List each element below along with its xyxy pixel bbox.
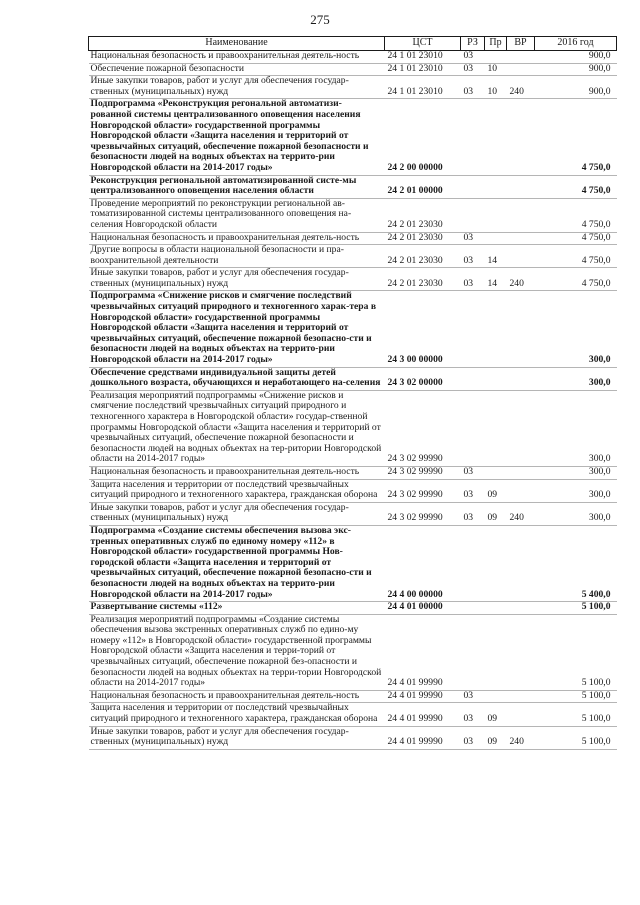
row-pr <box>485 690 507 703</box>
row-name: Обеспечение пожарной безопасности <box>89 63 385 76</box>
header-cst: ЦСТ <box>385 37 461 51</box>
row-name: Реконструкция региональной автоматизированной систе-мы централизованного оповещения населения области <box>89 175 385 198</box>
budget-table <box>88 36 617 750</box>
row-vr <box>507 291 535 367</box>
row-pr: 10 <box>485 63 507 76</box>
row-amount: 900,0 <box>535 51 617 64</box>
row-vr <box>507 690 535 703</box>
row-cst: 24 3 02 99990 <box>385 390 461 466</box>
row-name: Развертывание системы «112» <box>89 602 385 615</box>
row-cst: 24 4 01 99990 <box>385 690 461 703</box>
row-name: Иные закупки товаров, работ и услуг для обеспечения государ-ственных (муниципальных) нужд <box>89 502 385 525</box>
row-name: Иные закупки товаров, работ и услуг для обеспечения государ-ственных (муниципальных) нужд <box>89 76 385 99</box>
row-pr <box>485 614 507 690</box>
row-amount: 300,0 <box>535 502 617 525</box>
row-name: Реализация мероприятий подпрограммы «Снижение рисков и смягчение последствий чрезвычайных ситуаций природного и техногенного характера в Новгородской области» государ-ственной программы Новгородской области «Защита населения и территорий от чрезвычайных ситуаций, обеспечение пожарной безопасности и безопасности людей на водных объектах на тер-ритории Новгородской области на 2014-2017 годы» <box>89 390 385 466</box>
row-amount: 300,0 <box>535 466 617 479</box>
row-pr <box>485 175 507 198</box>
row-name: Иные закупки товаров, работ и услуг для обеспечения государ-ственных (муниципальных) нужд <box>89 268 385 291</box>
row-pr <box>485 525 507 601</box>
table-row <box>89 525 617 601</box>
row-pr: 14 <box>485 245 507 268</box>
row-name: Подпрограмма «Реконструкция регональной автоматизи-рованной системы централизованного оповещения населения Новгородской области» государственной программы Новгородской области «Защита населения и территорий от чрезвычайных ситуаций, обеспечение пожарной безопасности и безопасности людей на водных объектах на террито-рии Новгородской области на 2014-2017 годы» <box>89 99 385 175</box>
row-rz <box>461 525 485 601</box>
table-row <box>89 175 617 198</box>
row-rz: 03 <box>461 63 485 76</box>
row-pr: 10 <box>485 76 507 99</box>
table-row <box>89 726 617 749</box>
row-rz <box>461 198 485 232</box>
row-amount: 4 750,0 <box>535 232 617 245</box>
table-row <box>89 268 617 291</box>
row-cst: 24 2 01 23030 <box>385 245 461 268</box>
row-vr <box>507 63 535 76</box>
row-rz <box>461 367 485 390</box>
row-cst: 24 2 01 23030 <box>385 268 461 291</box>
row-amount: 5 100,0 <box>535 602 617 615</box>
row-vr <box>507 245 535 268</box>
table-row <box>89 367 617 390</box>
row-cst: 24 2 00 00000 <box>385 99 461 175</box>
row-vr <box>507 99 535 175</box>
header-pr: Пр <box>485 37 507 51</box>
row-name: Проведение мероприятий по реконструкции региональной ав-томатизированной системы централизованного оповещения на-селения Новгородской области <box>89 198 385 232</box>
row-amount: 300,0 <box>535 479 617 502</box>
row-pr <box>485 466 507 479</box>
row-rz: 03 <box>461 703 485 726</box>
table-row <box>89 390 617 466</box>
row-rz: 03 <box>461 690 485 703</box>
row-vr <box>507 602 535 615</box>
row-amount: 4 750,0 <box>535 99 617 175</box>
row-rz: 03 <box>461 232 485 245</box>
header-row <box>89 37 617 51</box>
row-vr: 240 <box>507 502 535 525</box>
row-vr <box>507 198 535 232</box>
row-rz: 03 <box>461 726 485 749</box>
row-rz <box>461 175 485 198</box>
row-pr <box>485 367 507 390</box>
row-name: Иные закупки товаров, работ и услуг для обеспечения государ-ственных (муниципальных) нужд <box>89 726 385 749</box>
table-row <box>89 690 617 703</box>
row-name: Другие вопросы в области национальной безопасности и пра-воохранительной деятельности <box>89 245 385 268</box>
row-rz: 03 <box>461 268 485 291</box>
row-name: Реализация мероприятий подпрограммы «Создание системы обеспечения вызова экстренных оперативных служб по едино-му номеру «112» в Новгородской области» государственной программы Новгородской области «Защита населения и терри-торий от чрезвычайных ситуаций, обеспечение пожарной без-опасности и безопасности людей на водных объектах на терри-тории Новгородской области на 2014-2017 годы» <box>89 614 385 690</box>
row-vr <box>507 614 535 690</box>
row-pr <box>485 390 507 466</box>
header-vr: ВР <box>507 37 535 51</box>
row-vr <box>507 175 535 198</box>
page-number: 275 <box>310 12 330 27</box>
row-rz: 03 <box>461 466 485 479</box>
table-row <box>89 232 617 245</box>
row-cst: 24 4 01 99990 <box>385 703 461 726</box>
row-amount: 5 100,0 <box>535 690 617 703</box>
row-cst: 24 3 02 99990 <box>385 479 461 502</box>
row-cst: 24 3 00 00000 <box>385 291 461 367</box>
row-pr <box>485 51 507 64</box>
row-name: Защита населения и территории от последствий чрезвычайных ситуаций природного и техногенного характера, гражданская оборона <box>89 479 385 502</box>
row-amount: 4 750,0 <box>535 198 617 232</box>
table-header <box>89 37 617 51</box>
header-name: Наименование <box>89 37 385 51</box>
row-vr <box>507 232 535 245</box>
row-cst: 24 3 02 99990 <box>385 502 461 525</box>
row-amount: 5 100,0 <box>535 703 617 726</box>
row-name: Национальная безопасность и правоохранительная деятель-ность <box>89 690 385 703</box>
row-amount: 5 100,0 <box>535 614 617 690</box>
row-vr <box>507 479 535 502</box>
header-rz: РЗ <box>461 37 485 51</box>
row-rz <box>461 614 485 690</box>
row-cst: 24 4 01 99990 <box>385 726 461 749</box>
table-row <box>89 51 617 64</box>
row-rz <box>461 390 485 466</box>
row-pr <box>485 198 507 232</box>
row-pr <box>485 232 507 245</box>
row-vr <box>507 390 535 466</box>
budget-table-container <box>88 36 616 750</box>
row-pr: 09 <box>485 703 507 726</box>
row-rz: 03 <box>461 479 485 502</box>
table-row <box>89 76 617 99</box>
row-vr: 240 <box>507 268 535 291</box>
row-amount: 900,0 <box>535 76 617 99</box>
row-pr: 09 <box>485 726 507 749</box>
row-amount: 900,0 <box>535 63 617 76</box>
table-row <box>89 245 617 268</box>
row-name: Национальная безопасность и правоохранительная деятель-ность <box>89 232 385 245</box>
row-cst: 24 1 01 23010 <box>385 63 461 76</box>
row-rz: 03 <box>461 51 485 64</box>
row-rz <box>461 602 485 615</box>
row-vr: 240 <box>507 76 535 99</box>
row-rz: 03 <box>461 502 485 525</box>
row-name: Подпрограмма «Снижение рисков и смягчение последствий чрезвычайных ситуаций природного и техногенного харак-тера в Новгородской области» государственной программы Новгородской области «Защита населения и территорий от чрезвычайных ситуаций, обеспечение пожарной безопасно-сти и безопасности людей на водных объектах на террито-рии Новгородской области на 2014-2017 годы» <box>89 291 385 367</box>
row-amount: 4 750,0 <box>535 175 617 198</box>
table-row <box>89 614 617 690</box>
row-cst: 24 3 02 99990 <box>385 466 461 479</box>
row-rz: 03 <box>461 76 485 99</box>
row-vr <box>507 367 535 390</box>
row-cst: 24 1 01 23010 <box>385 51 461 64</box>
row-amount: 4 750,0 <box>535 245 617 268</box>
row-cst: 24 2 01 23030 <box>385 232 461 245</box>
row-pr <box>485 602 507 615</box>
table-body <box>89 51 617 750</box>
row-pr: 09 <box>485 479 507 502</box>
row-cst: 24 2 01 00000 <box>385 175 461 198</box>
table-row <box>89 602 617 615</box>
row-amount: 300,0 <box>535 291 617 367</box>
row-name: Национальная безопасность и правоохранительная деятель-ность <box>89 466 385 479</box>
row-cst: 24 3 02 00000 <box>385 367 461 390</box>
row-pr: 09 <box>485 502 507 525</box>
row-cst: 24 1 01 23010 <box>385 76 461 99</box>
row-vr <box>507 703 535 726</box>
row-name: Национальная безопасность и правоохранительная деятель-ность <box>89 51 385 64</box>
row-cst: 24 2 01 23030 <box>385 198 461 232</box>
row-rz: 03 <box>461 245 485 268</box>
row-pr: 14 <box>485 268 507 291</box>
table-row <box>89 502 617 525</box>
table-row <box>89 479 617 502</box>
row-name: Подпрограмма «Создание системы обеспечения вызова экс-тренных оперативных служб по единому номеру «112» в Новгородской области» государственной программы Нов-городской области «Защита населения и территорий от чрезвычайных ситуаций, обеспечение пожарной безопасно-сти и безопасности людей на водных объектах на террито-рии Новгородской области на 2014-2017 годы» <box>89 525 385 601</box>
row-amount: 5 400,0 <box>535 525 617 601</box>
row-vr: 240 <box>507 726 535 749</box>
row-cst: 24 4 01 99990 <box>385 614 461 690</box>
table-row <box>89 99 617 175</box>
row-amount: 300,0 <box>535 390 617 466</box>
row-name: Обеспечение средствами индивидуальной защиты детей дошкольного возраста, обучающихся и неработающего на-селения <box>89 367 385 390</box>
row-name: Защита населения и территории от последствий чрезвычайных ситуаций природного и техногенного характера, гражданская оборона <box>89 703 385 726</box>
row-amount: 5 100,0 <box>535 726 617 749</box>
row-amount: 300,0 <box>535 367 617 390</box>
table-row <box>89 703 617 726</box>
table-row <box>89 291 617 367</box>
row-rz <box>461 99 485 175</box>
row-vr <box>507 525 535 601</box>
table-row <box>89 63 617 76</box>
row-amount: 4 750,0 <box>535 268 617 291</box>
row-vr <box>507 51 535 64</box>
row-pr <box>485 291 507 367</box>
table-row <box>89 466 617 479</box>
row-rz <box>461 291 485 367</box>
table-row <box>89 198 617 232</box>
row-cst: 24 4 00 00000 <box>385 525 461 601</box>
row-vr <box>507 466 535 479</box>
row-pr <box>485 99 507 175</box>
row-cst: 24 4 01 00000 <box>385 602 461 615</box>
header-year: 2016 год <box>535 37 617 51</box>
